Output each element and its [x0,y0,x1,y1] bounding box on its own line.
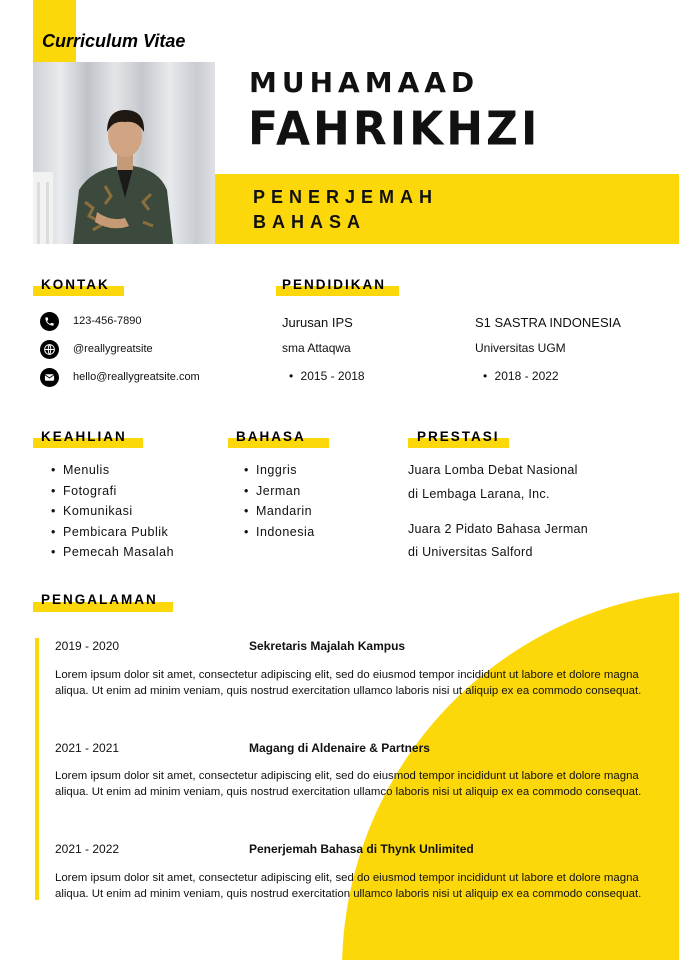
list-item: • Pembicara Publik [53,522,174,543]
kontak-heading: KONTAK [41,277,110,292]
education-years: • 2018 - 2022 [483,369,559,383]
document-title: Curriculum Vitae [42,31,186,51]
education-school: Universitas UGM [475,341,566,355]
list-item: • Pemecah Masalah [53,542,174,563]
list-item: • Jerman [246,481,315,502]
achievement-title: Juara 2 Pidato Bahasa Jerman [408,522,589,536]
list-item: • Mandarin [246,501,315,522]
experience-title: Penerjemah Bahasa di Thynk Unlimited [249,842,474,856]
globe-icon [40,340,59,359]
skills-list [53,460,174,563]
pengalaman-heading: PENGALAMAN [41,592,158,607]
languages-list [246,460,315,542]
phone-number[interactable]: 123-456-7890 [73,315,142,327]
experience-years: 2021 - 2021 [55,741,120,755]
phone-icon [40,312,59,331]
email-address[interactable]: hello@reallygreatsite.com [73,371,200,383]
prestasi-heading: PRESTASI [417,429,500,444]
achievement-place: di Lembaga Larana, Inc. [408,487,550,501]
mail-icon [40,368,59,387]
timeline-bar [35,638,39,900]
education-school: sma Attaqwa [282,341,351,355]
education-years: • 2015 - 2018 [289,369,365,383]
experience-description: Lorem ipsum dolor sit amet, consectetur adipiscing elit, sed do eiusmod tempor incididunt ut labore et dolore magna aliqua. Ut enim ad minim veniam, quis nostrud exercitation ullamco laboris nisi ut aliquip ex ea commodo consequat. [55,770,642,799]
experience-years: 2021 - 2022 [55,842,120,856]
achievement-title: Juara Lomba Debat Nasional [408,463,578,477]
job-role: PENERJEMAH BAHASA [253,187,439,232]
experience-years: 2019 - 2020 [55,639,120,653]
contact-phone [40,311,142,331]
list-item: • Inggris [246,460,315,481]
education-program: S1 SASTRA INDONESIA [475,315,621,330]
list-item: • Indonesia [246,522,315,543]
list-item: • Komunikasi [53,501,174,522]
experience-description: Lorem ipsum dolor sit amet, consectetur adipiscing elit, sed do eiusmod tempor incididunt ut labore et dolore magna aliqua. Ut enim ad minim veniam, quis nostrud exercitation ullamco laboris nisi ut aliquip ex ea commodo consequat. [55,669,642,698]
bahasa-heading: BAHASA [236,429,306,444]
education-program: Jurusan IPS [282,315,353,330]
contact-website [40,339,153,359]
website-handle[interactable]: @reallygreatsite [73,343,153,355]
profile-photo [33,62,215,244]
last-name: FAHRIKHZI [248,102,541,157]
list-item: • Fotografi [53,481,174,502]
achievement-place: di Universitas Salford [408,545,533,559]
experience-title: Sekretaris Majalah Kampus [249,639,406,653]
experience-description: Lorem ipsum dolor sit amet, consectetur adipiscing elit, sed do eiusmod tempor incididunt ut labore et dolore magna aliqua. Ut enim ad minim veniam, quis nostrud exercitation ullamco laboris nisi ut aliquip ex ea commodo consequat. [55,872,642,901]
experience-title: Magang di Aldenaire & Partners [249,741,430,755]
pendidikan-heading: PENDIDIKAN [282,277,387,292]
keahlian-heading: KEAHLIAN [41,429,127,444]
contact-email [40,367,200,387]
first-name: MUHAMAAD [249,66,480,99]
list-item: • Menulis [53,460,174,481]
